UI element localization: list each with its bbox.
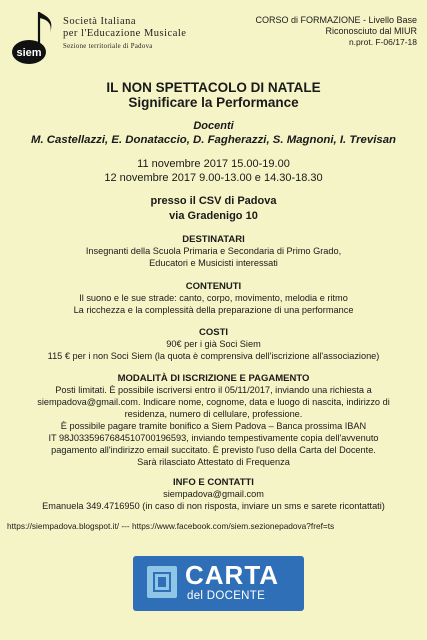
destinatari-line: Educatori e Musicisti interessati [149, 258, 278, 268]
carta-del-docente-logo [133, 556, 304, 611]
modalita-line: pagamento all'indirizzo email succitato. È previsto l'uso della Carta del Docente. [51, 445, 376, 455]
card-emblem-icon [147, 566, 177, 598]
contact-email[interactable]: siempadova@gmail.com [163, 489, 264, 499]
logo-text: siem [16, 47, 42, 59]
web-links[interactable]: https://siempadova.blogspot.it/ --- https://www.facebook.com/siem.sezionepadova?fref=ts [7, 521, 335, 531]
carta-title: CARTA [185, 560, 280, 590]
miur-recognition: Riconosciuto dal MIUR [325, 26, 417, 36]
header [0, 0, 427, 70]
event-subtitle: Significare la Performance [128, 95, 299, 110]
teachers-heading: Docenti [193, 120, 234, 132]
contenuti-line: Il suono e le sue strade: canto, corpo, movimento, melodia e ritmo [79, 293, 348, 303]
protocol-number: n.prot. F-06/17-18 [348, 37, 417, 47]
org-line3: Sezione territoriale di Padova [63, 43, 153, 50]
modalita-line: Posti limitati. È possibile iscriversi entro il 05/11/2017, inviando una richiesta a [55, 385, 372, 395]
modalita-line: Sarà rilasciato Attestato di Frequenza [137, 457, 290, 467]
teachers-list: M. Castellazzi, E. Donataccio, D. Fagherazzi, S. Magnoni, I. Trevisan [30, 134, 396, 146]
date-first: 11 novembre 2017 15.00-19.00 [137, 158, 290, 170]
modalita-line: siempadova@gmail.com. Indicare nome, cognome, data e luogo di nascita, indirizzo di [37, 397, 390, 407]
costi-line: 90€ per i già Soci Siem [166, 339, 261, 349]
contenuti-heading: CONTENUTI [185, 281, 242, 292]
carta-subtitle: del DOCENTE [187, 590, 266, 602]
course-level: CORSO di FORMAZIONE - Livello Base [255, 15, 417, 25]
venue-address: via Gradenigo 10 [169, 210, 258, 222]
contenuti-line: La ricchezza e la complessità della preparazione di una performance [73, 305, 354, 315]
organization-name [63, 16, 186, 50]
contatti-heading: INFO E CONTATTI [173, 477, 254, 488]
org-line2: per l'Educazione Musicale [63, 28, 187, 39]
course-info [255, 15, 417, 48]
destinatari-line: Insegnanti della Scuola Primaria e Secondaria di Primo Grado, [85, 246, 342, 256]
date-second: 12 novembre 2017 9.00-13.00 e 14.30-18.30 [104, 172, 323, 184]
costi-heading: COSTI [198, 327, 229, 338]
modalita-line: residenza, numero di cellulare, professione. [124, 409, 303, 419]
modalita-heading: MODALITÀ DI ISCRIZIONE E PAGAMENTO [117, 373, 310, 384]
event-title: IL NON SPETTACOLO DI NATALE [106, 80, 321, 95]
org-line1: Società Italiana [63, 16, 137, 27]
venue-name: presso il CSV di Padova [150, 195, 277, 207]
costi-line: 115 € per i non Soci Siem (la quota è comprensiva dell'iscrizione all'associazione) [47, 351, 380, 361]
modalita-line: È possibile pagare tramite bonifico a Siem Padova – Banca prossima IBAN [60, 421, 367, 431]
modalita-line: IT 98J0335967684510700196593, inviando tempestivamente copia dell'avvenuto [48, 433, 379, 443]
contact-phone: Emanuela 349.4716950 (in caso di non risposta, inviare un sms e sarete ricontattati) [42, 501, 385, 511]
destinatari-heading: DESTINATARI [182, 234, 245, 245]
siem-logo [8, 8, 58, 68]
